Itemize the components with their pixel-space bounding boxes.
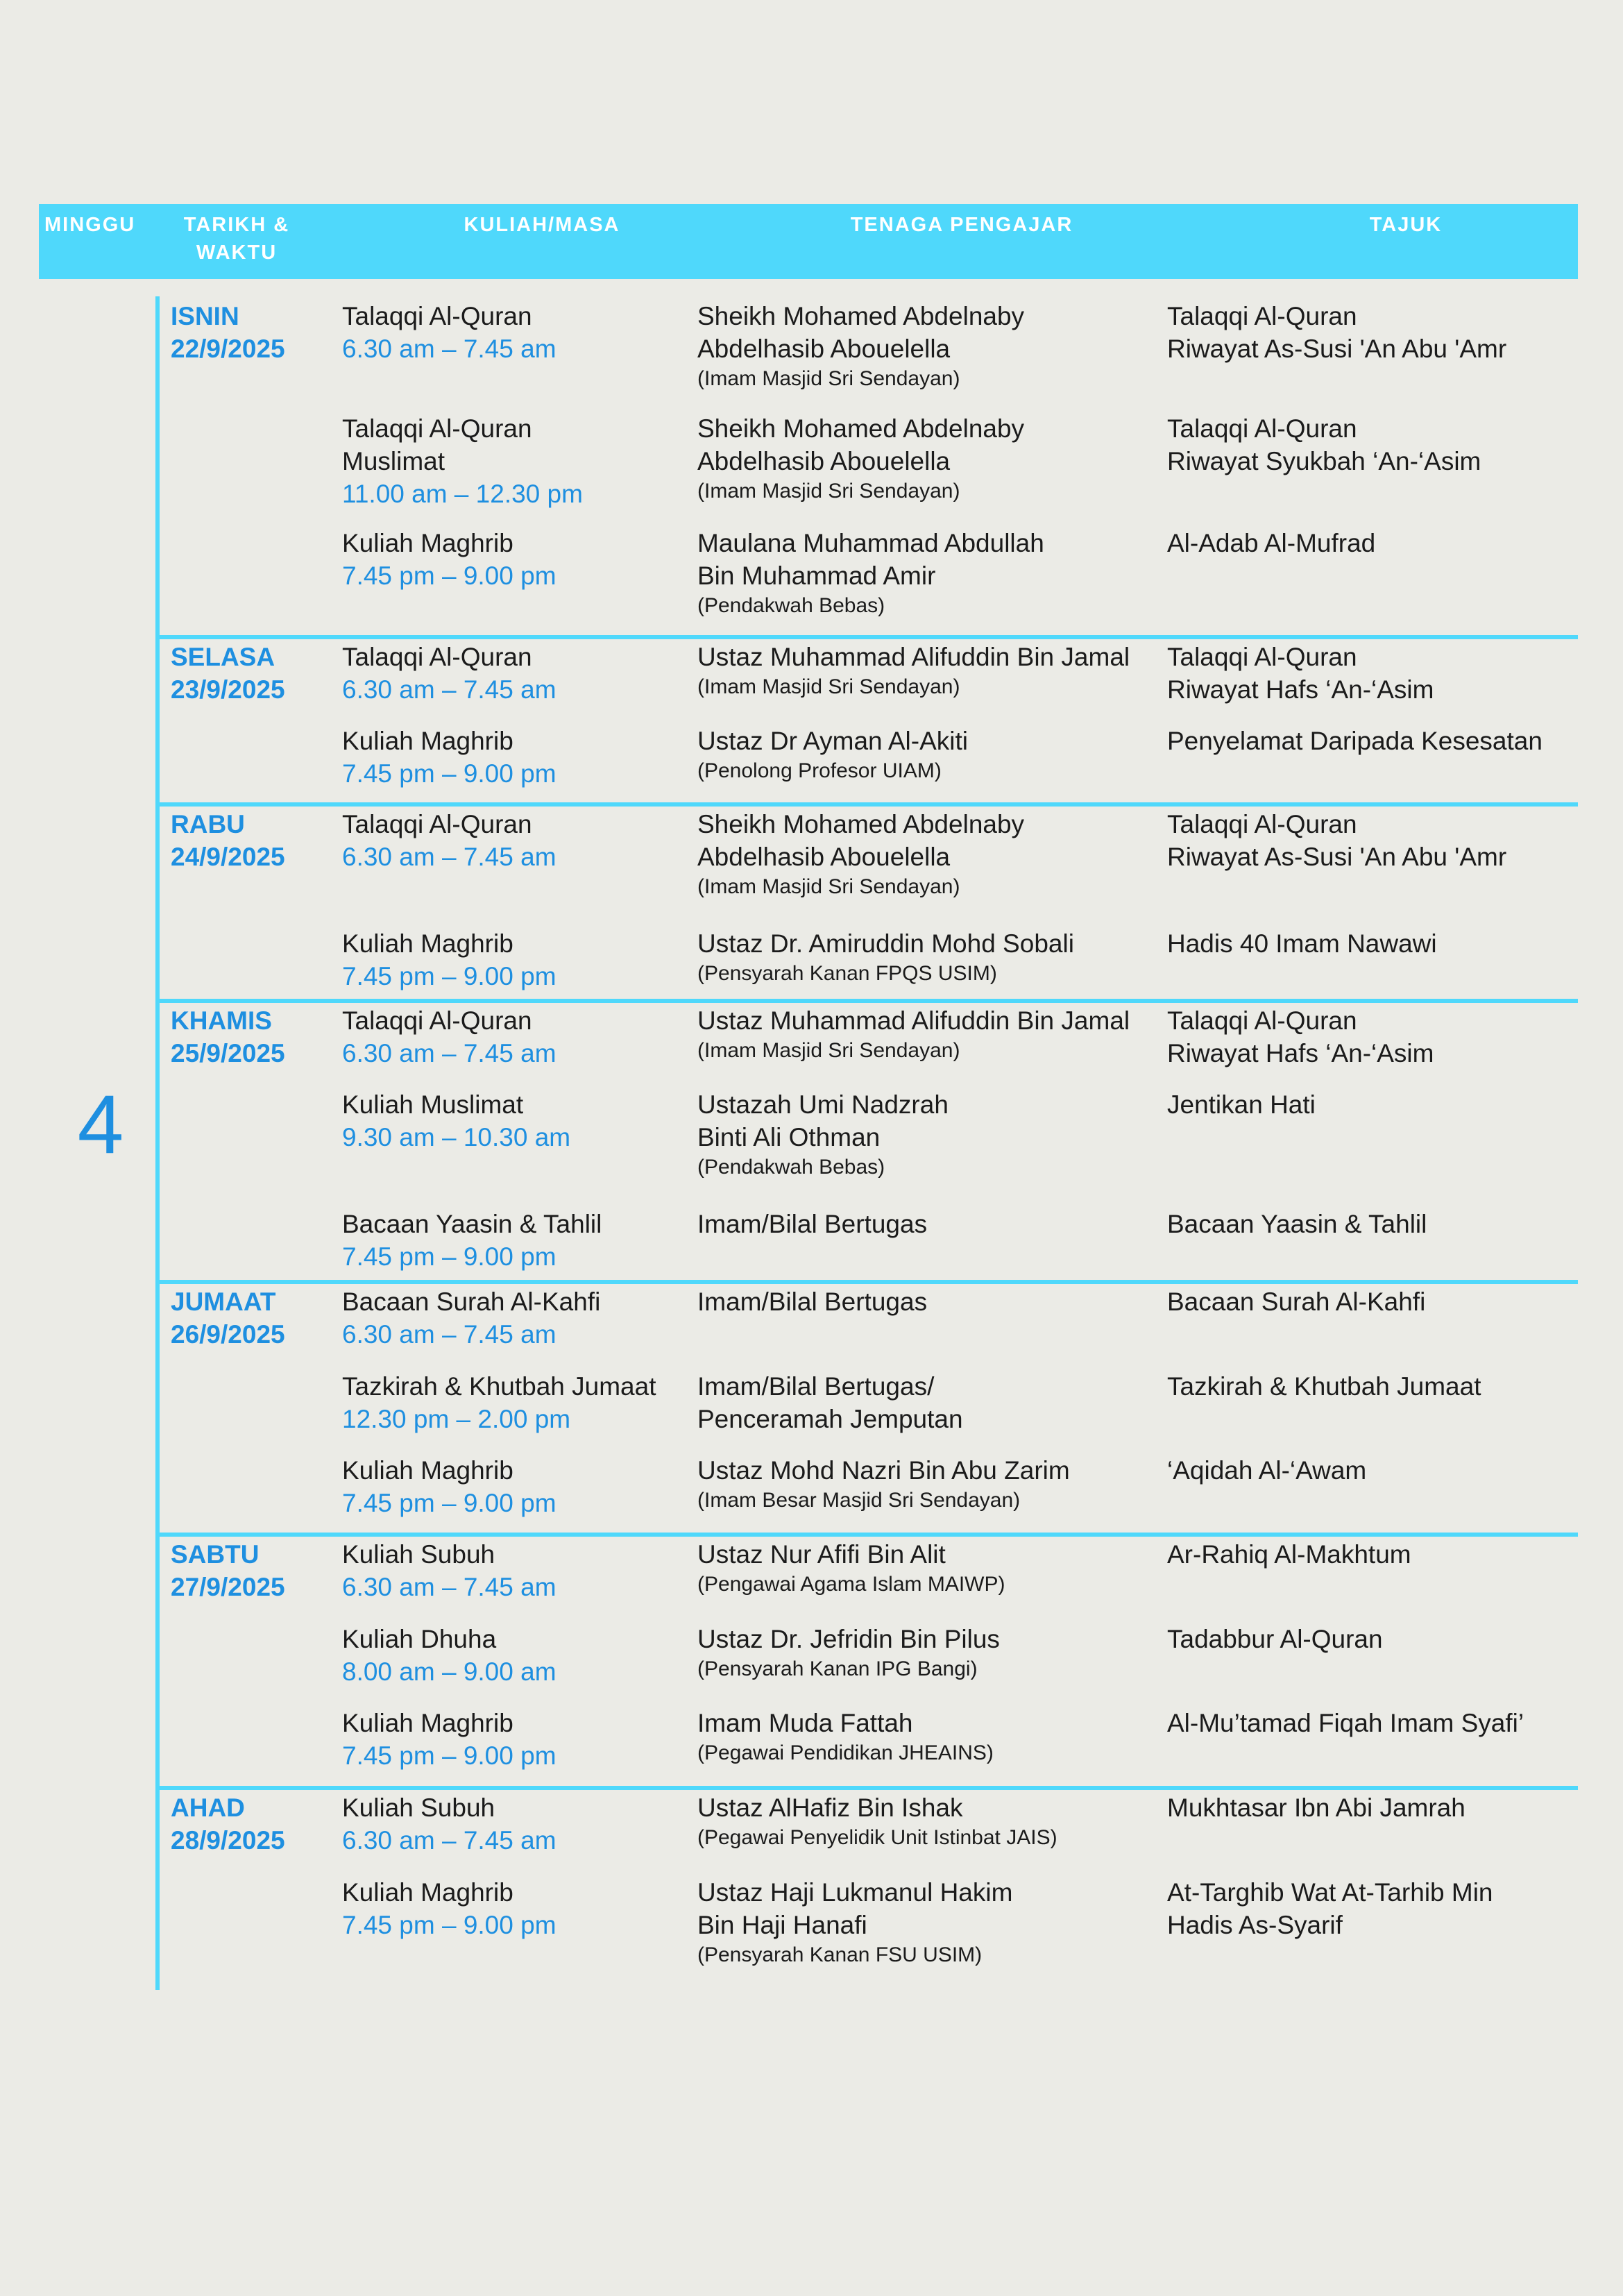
kuliah-title: Talaqqi Al-Quran [342, 302, 532, 330]
session-kuliah [342, 725, 689, 790]
session-tenaga [697, 300, 1155, 393]
day-date: 24/9/2025 [171, 843, 285, 871]
day-date: 25/9/2025 [171, 1039, 285, 1067]
speaker-position: (Imam Masjid Sri Sendayan) [697, 367, 960, 390]
day-name: KHAMIS [171, 1006, 272, 1035]
topic-title: Bacaan Surah Al-Kahfi [1167, 1288, 1426, 1316]
day-label [171, 641, 285, 706]
day-label [171, 1538, 285, 1603]
session-kuliah [342, 1088, 689, 1154]
speaker-name: Imam/Bilal Bertugas [697, 1210, 928, 1238]
day-name: AHAD [171, 1793, 245, 1822]
topic-title: At-Targhib Wat At-Tarhib Min [1167, 1878, 1493, 1907]
day-date: 22/9/2025 [171, 335, 285, 363]
speaker-name: Imam/Bilal Bertugas/ [697, 1372, 935, 1401]
topic-title: ‘Aqidah Al-‘Awam [1167, 1456, 1367, 1485]
session-time: 8.00 am – 9.00 am [342, 1657, 556, 1686]
kuliah-title: Kuliah Maghrib [342, 529, 513, 557]
kuliah-title: Kuliah Subuh [342, 1540, 495, 1569]
session-tajuk [1167, 1208, 1577, 1240]
topic-title: Al-Mu’tamad Fiqah Imam Syafi’ [1167, 1709, 1524, 1737]
session-time: 11.00 am – 12.30 pm [342, 480, 583, 508]
header-kuliah-masa: KULIAH/MASA [464, 214, 620, 236]
day-date: 28/9/2025 [171, 1826, 285, 1855]
speaker-name: Sheikh Mohamed Abdelnaby [697, 810, 1025, 838]
session-tenaga [697, 1454, 1155, 1514]
session-kuliah [342, 1538, 689, 1603]
session-tajuk [1167, 1004, 1577, 1070]
session-time: 6.30 am – 7.45 am [342, 1320, 556, 1349]
speaker-name: Ustazah Umi Nadzrah [697, 1090, 949, 1119]
topic-title: Tadabbur Al-Quran [1167, 1625, 1383, 1653]
session-tenaga [697, 1538, 1155, 1598]
session-time: 12.30 pm – 2.00 pm [342, 1405, 571, 1433]
kuliah-title: Talaqqi Al-Quran [342, 414, 532, 443]
speaker-name: Bin Haji Hanafi [697, 1911, 867, 1939]
session-kuliah [342, 527, 689, 592]
day-name: SABTU [171, 1540, 260, 1569]
header-minggu: MINGGU [44, 214, 136, 236]
speaker-position: (Imam Masjid Sri Sendayan) [697, 480, 960, 503]
topic-title: Riwayat As-Susi 'An Abu 'Amr [1167, 843, 1507, 871]
speaker-name: Abdelhasib Abouelella [697, 335, 951, 363]
day-separator [160, 635, 1578, 639]
speaker-name: Imam/Bilal Bertugas [697, 1288, 928, 1316]
day-separator [160, 1533, 1578, 1537]
session-time: 7.45 pm – 9.00 pm [342, 962, 556, 990]
topic-title: Hadis 40 Imam Nawawi [1167, 929, 1437, 958]
session-time: 6.30 am – 7.45 am [342, 675, 556, 704]
session-kuliah [342, 1370, 689, 1435]
topic-title: Mukhtasar Ibn Abi Jamrah [1167, 1793, 1465, 1822]
day-separator [160, 1786, 1578, 1790]
topic-title: Jentikan Hati [1167, 1090, 1316, 1119]
topic-title: Talaqqi Al-Quran [1167, 414, 1357, 443]
kuliah-title: Muslimat [342, 447, 445, 475]
header-tajuk: TAJUK [1369, 214, 1443, 236]
speaker-name: Ustaz Muhammad Alifuddin Bin Jamal [697, 1006, 1130, 1035]
kuliah-title: Bacaan Yaasin & Tahlil [342, 1210, 602, 1238]
speaker-name: Ustaz Mohd Nazri Bin Abu Zarim [697, 1456, 1070, 1485]
session-tenaga [697, 1004, 1155, 1065]
speaker-position: (Pensyarah Kanan FPQS USIM) [697, 962, 997, 985]
speaker-position: (Imam Besar Masjid Sri Sendayan) [697, 1489, 1021, 1512]
speaker-position: (Pegawai Penyelidik Unit Istinbat JAIS) [697, 1826, 1057, 1849]
session-tenaga [697, 1791, 1155, 1852]
session-time: 9.30 am – 10.30 am [342, 1123, 571, 1151]
topic-title: Al-Adab Al-Mufrad [1167, 529, 1376, 557]
speaker-name: Penceramah Jemputan [697, 1405, 963, 1433]
session-tenaga [697, 808, 1155, 901]
session-tenaga [697, 527, 1155, 620]
session-tenaga [697, 725, 1155, 785]
topic-title: Tazkirah & Khutbah Jumaat [1167, 1372, 1481, 1401]
speaker-position: (Pendakwah Bebas) [697, 1156, 885, 1179]
kuliah-title: Kuliah Dhuha [342, 1625, 497, 1653]
speaker-name: Abdelhasib Abouelella [697, 447, 951, 475]
topic-title: Riwayat Hafs ‘An-‘Asim [1167, 675, 1434, 704]
speaker-name: Ustaz Dr. Amiruddin Mohd Sobali [697, 929, 1074, 958]
topic-title: Hadis As-Syarif [1167, 1911, 1343, 1939]
session-kuliah [342, 300, 689, 365]
kuliah-title: Kuliah Maghrib [342, 1878, 513, 1907]
speaker-name: Ustaz Haji Lukmanul Hakim [697, 1878, 1013, 1907]
topic-title: Talaqqi Al-Quran [1167, 810, 1357, 838]
kuliah-title: Tazkirah & Khutbah Jumaat [342, 1372, 656, 1401]
speaker-name: Abdelhasib Abouelella [697, 843, 951, 871]
kuliah-title: Talaqqi Al-Quran [342, 643, 532, 671]
session-tenaga [697, 1370, 1155, 1435]
kuliah-title: Kuliah Maghrib [342, 1709, 513, 1737]
session-tajuk [1167, 1707, 1577, 1739]
day-label [171, 1791, 285, 1857]
kuliah-title: Talaqqi Al-Quran [342, 810, 532, 838]
kuliah-title: Kuliah Maghrib [342, 727, 513, 755]
day-label [171, 1285, 285, 1351]
session-kuliah [342, 1454, 689, 1519]
session-kuliah [342, 1623, 689, 1688]
kuliah-title: Kuliah Muslimat [342, 1090, 524, 1119]
speaker-position: (Imam Masjid Sri Sendayan) [697, 875, 960, 898]
session-time: 7.45 pm – 9.00 pm [342, 1741, 556, 1770]
session-kuliah [342, 1285, 689, 1351]
day-label [171, 300, 285, 365]
session-tajuk [1167, 725, 1577, 757]
session-tenaga [697, 927, 1155, 988]
session-tajuk [1167, 412, 1577, 478]
speaker-position: (Pegawai Pendidikan JHEAINS) [697, 1741, 994, 1764]
session-tenaga [697, 1088, 1155, 1181]
session-kuliah [342, 412, 689, 510]
kuliah-title: Kuliah Subuh [342, 1793, 495, 1822]
session-kuliah [342, 927, 689, 993]
speaker-name: Imam Muda Fattah [697, 1709, 913, 1737]
speaker-position: (Imam Masjid Sri Sendayan) [697, 675, 960, 698]
session-kuliah [342, 1208, 689, 1273]
day-date: 27/9/2025 [171, 1573, 285, 1601]
topic-title: Talaqqi Al-Quran [1167, 643, 1357, 671]
topic-title: Riwayat Hafs ‘An-‘Asim [1167, 1039, 1434, 1067]
speaker-position: (Penolong Profesor UIAM) [697, 759, 942, 782]
topic-title: Talaqqi Al-Quran [1167, 302, 1357, 330]
day-separator [160, 999, 1578, 1003]
kuliah-title: Talaqqi Al-Quran [342, 1006, 532, 1035]
day-name: ISNIN [171, 302, 239, 330]
speaker-position: (Pensyarah Kanan FSU USIM) [697, 1943, 983, 1966]
session-time: 6.30 am – 7.45 am [342, 335, 556, 363]
session-tajuk [1167, 1370, 1577, 1403]
session-time: 7.45 pm – 9.00 pm [342, 562, 556, 590]
day-name: SELASA [171, 643, 275, 671]
session-time: 6.30 am – 7.45 am [342, 1039, 556, 1067]
session-tenaga [697, 412, 1155, 505]
session-tajuk [1167, 808, 1577, 873]
speaker-name: Maulana Muhammad Abdullah [697, 529, 1044, 557]
session-tajuk [1167, 1538, 1577, 1571]
speaker-position: (Pensyarah Kanan IPG Bangi) [697, 1657, 978, 1680]
session-tenaga [697, 1285, 1155, 1318]
session-tajuk [1167, 527, 1577, 559]
session-time: 7.45 pm – 9.00 pm [342, 1242, 556, 1271]
session-tenaga [697, 1707, 1155, 1767]
speaker-position: (Pendakwah Bebas) [697, 594, 885, 617]
session-kuliah [342, 641, 689, 706]
topic-title: Ar-Rahiq Al-Makhtum [1167, 1540, 1411, 1569]
session-tajuk [1167, 641, 1577, 706]
speaker-name: Ustaz Dr Ayman Al-Akiti [697, 727, 968, 755]
session-tenaga [697, 1623, 1155, 1683]
kuliah-title: Bacaan Surah Al-Kahfi [342, 1288, 601, 1316]
kuliah-title: Kuliah Maghrib [342, 1456, 513, 1485]
day-label [171, 808, 285, 873]
session-time: 7.45 pm – 9.00 pm [342, 759, 556, 788]
day-separator [160, 1280, 1578, 1284]
topic-title: Riwayat As-Susi 'An Abu 'Amr [1167, 335, 1507, 363]
speaker-position: (Pengawai Agama Islam MAIWP) [697, 1573, 1005, 1596]
day-name: RABU [171, 810, 245, 838]
day-separator [160, 802, 1578, 807]
speaker-name: Binti Ali Othman [697, 1123, 881, 1151]
speaker-name: Ustaz AlHafiz Bin Ishak [697, 1793, 963, 1822]
session-kuliah [342, 1791, 689, 1857]
session-tajuk [1167, 1088, 1577, 1121]
speaker-name: Ustaz Dr. Jefridin Bin Pilus [697, 1625, 1000, 1653]
kuliah-title: Kuliah Maghrib [342, 929, 513, 958]
day-date: 26/9/2025 [171, 1320, 285, 1349]
topic-title: Bacaan Yaasin & Tahlil [1167, 1210, 1427, 1238]
topic-title: Talaqqi Al-Quran [1167, 1006, 1357, 1035]
day-name: JUMAAT [171, 1288, 276, 1316]
day-label [171, 1004, 285, 1070]
session-tenaga [697, 1876, 1155, 1969]
session-kuliah [342, 1004, 689, 1070]
speaker-position: (Imam Masjid Sri Sendayan) [697, 1039, 960, 1062]
table-header [39, 204, 1578, 279]
speaker-name: Ustaz Nur Afifi Bin Alit [697, 1540, 946, 1569]
day-date: 23/9/2025 [171, 675, 285, 704]
session-time: 7.45 pm – 9.00 pm [342, 1489, 556, 1517]
topic-title: Riwayat Syukbah ‘An-‘Asim [1167, 447, 1481, 475]
speaker-name: Bin Muhammad Amir [697, 562, 936, 590]
speaker-name: Ustaz Muhammad Alifuddin Bin Jamal [697, 643, 1130, 671]
session-kuliah [342, 808, 689, 873]
session-tajuk [1167, 927, 1577, 960]
session-tenaga [697, 641, 1155, 701]
session-tenaga [697, 1208, 1155, 1240]
speaker-name: Sheikh Mohamed Abdelnaby [697, 302, 1025, 330]
session-kuliah [342, 1876, 689, 1941]
header-tarikh-waktu: TARIKH & WAKTU [183, 214, 290, 264]
session-tajuk [1167, 1876, 1577, 1941]
week-number: 4 [77, 1078, 124, 1171]
session-tajuk [1167, 1454, 1577, 1487]
session-tajuk [1167, 1791, 1577, 1824]
session-time: 6.30 am – 7.45 am [342, 1826, 556, 1855]
session-tajuk [1167, 1285, 1577, 1318]
topic-title: Penyelamat Daripada Kesesatan [1167, 727, 1543, 755]
session-time: 7.45 pm – 9.00 pm [342, 1911, 556, 1939]
session-time: 6.30 am – 7.45 am [342, 843, 556, 871]
session-kuliah [342, 1707, 689, 1772]
speaker-name: Sheikh Mohamed Abdelnaby [697, 414, 1025, 443]
session-tajuk [1167, 1623, 1577, 1655]
session-time: 6.30 am – 7.45 am [342, 1573, 556, 1601]
timeline-rule [155, 296, 160, 1990]
session-tajuk [1167, 300, 1577, 365]
header-tenaga-pengajar: TENAGA PENGAJAR [850, 214, 1073, 236]
